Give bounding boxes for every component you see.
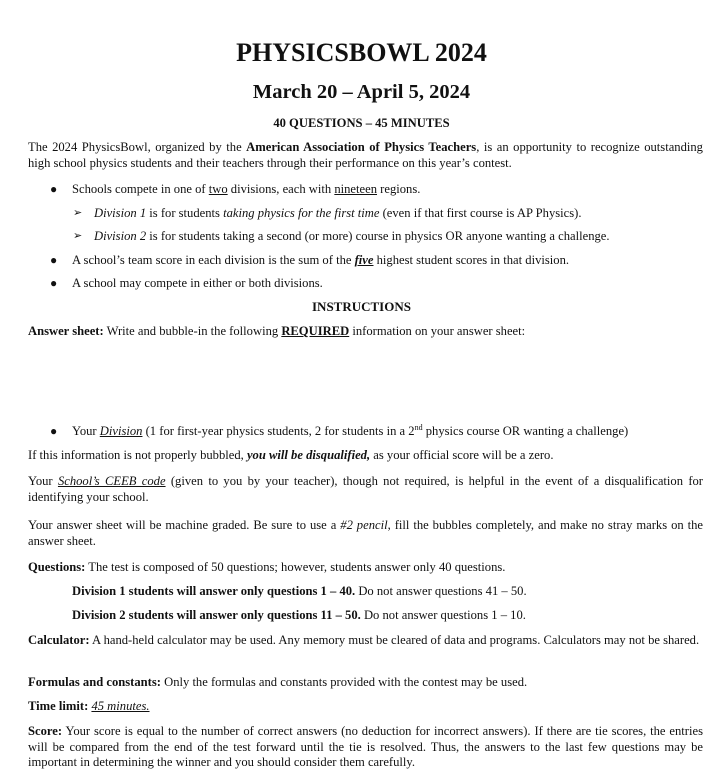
intro-paragraph: The 2024 PhysicsBowl, organized by the American Association of Physics Teachers, is an opportunity to recognize outstanding high school physics students and their teachers through their performance on this year’s contest. bbox=[28, 140, 703, 170]
contest-dates: March 20 – April 5, 2024 bbox=[252, 81, 471, 103]
bullet-divisions: Schools compete in one of two divisions, each with nineteen regions. bbox=[72, 182, 421, 196]
page-title: PHYSICSBOWL 2024 bbox=[236, 38, 487, 67]
bullet-icon: ● bbox=[50, 424, 58, 438]
bullet-team-score: A school’s team score in each division is the sum of the five highest student scores in that division. bbox=[72, 253, 570, 267]
questions-paragraph: Questions: The test is composed of 50 questions; however, students answer only 40 questions. bbox=[28, 560, 506, 574]
time-limit-paragraph: Time limit: 45 minutes. bbox=[28, 699, 150, 713]
sub-bullet-division-2: Division 2 is for students taking a second (or more) course in physics OR anyone wanting a challenge. bbox=[94, 229, 610, 243]
bullet-icon: ● bbox=[50, 182, 58, 196]
score-paragraph: Score: Your score is equal to the number of correct answers (no deduction for incorrect answers). If there are tie scores, the entries will be compared from the end of the test forward until the tie is resolved. Thus, the answers to the last few questions may be important in determining the winner and you should consider them carefully. bbox=[28, 724, 703, 769]
arrow-bullet-icon: ➢ bbox=[73, 230, 83, 242]
bullet-your-division: Your Division (1 for first-year physics students, 2 for students in a 2nd physics course OR wanting a challenge) bbox=[72, 422, 629, 438]
bullet-icon: ● bbox=[50, 253, 58, 267]
formulas-paragraph: Formulas and constants: Only the formulas and constants provided with the contest may be used. bbox=[28, 675, 528, 689]
machine-graded-paragraph: Your answer sheet will be machine graded. Be sure to use a #2 pencil, fill the bubbles completely, and make no stray marks on the answer sheet. bbox=[28, 518, 704, 548]
sub-bullet-division-1: Division 1 is for students taking physics for the first time (even if that first course is AP Physics). bbox=[94, 206, 582, 220]
contest-subtitle: 40 QUESTIONS – 45 MINUTES bbox=[273, 116, 450, 130]
disqualification-note: If this information is not properly bubbled, you will be disqualified, as your official score will be a zero. bbox=[28, 448, 554, 462]
calculator-paragraph: Calculator: A hand-held calculator may be used. Any memory must be cleared of data and programs. Calculators may not be shared. bbox=[28, 633, 700, 647]
instructions-heading: INSTRUCTIONS bbox=[312, 299, 411, 314]
division-2-questions: Division 2 students will answer only questions 11 – 50. Do not answer questions 1 – 10. bbox=[72, 608, 526, 622]
bullet-either-division: A school may compete in either or both divisions. bbox=[72, 276, 323, 290]
division-1-questions: Division 1 students will answer only questions 1 – 40. Do not answer questions 41 – 50. bbox=[72, 584, 527, 598]
arrow-bullet-icon: ➢ bbox=[73, 207, 83, 219]
ceeb-code-paragraph: Your School’s CEEB code (given to you by your teacher), though not required, is helpful in the event of a disqualification for identifying your school. bbox=[28, 474, 704, 504]
bullet-icon: ● bbox=[50, 276, 58, 290]
answer-sheet-paragraph: Answer sheet: Write and bubble-in the following REQUIRED information on your answer sheet: bbox=[28, 324, 526, 338]
org-name: American Association of Physics Teachers bbox=[246, 140, 477, 154]
